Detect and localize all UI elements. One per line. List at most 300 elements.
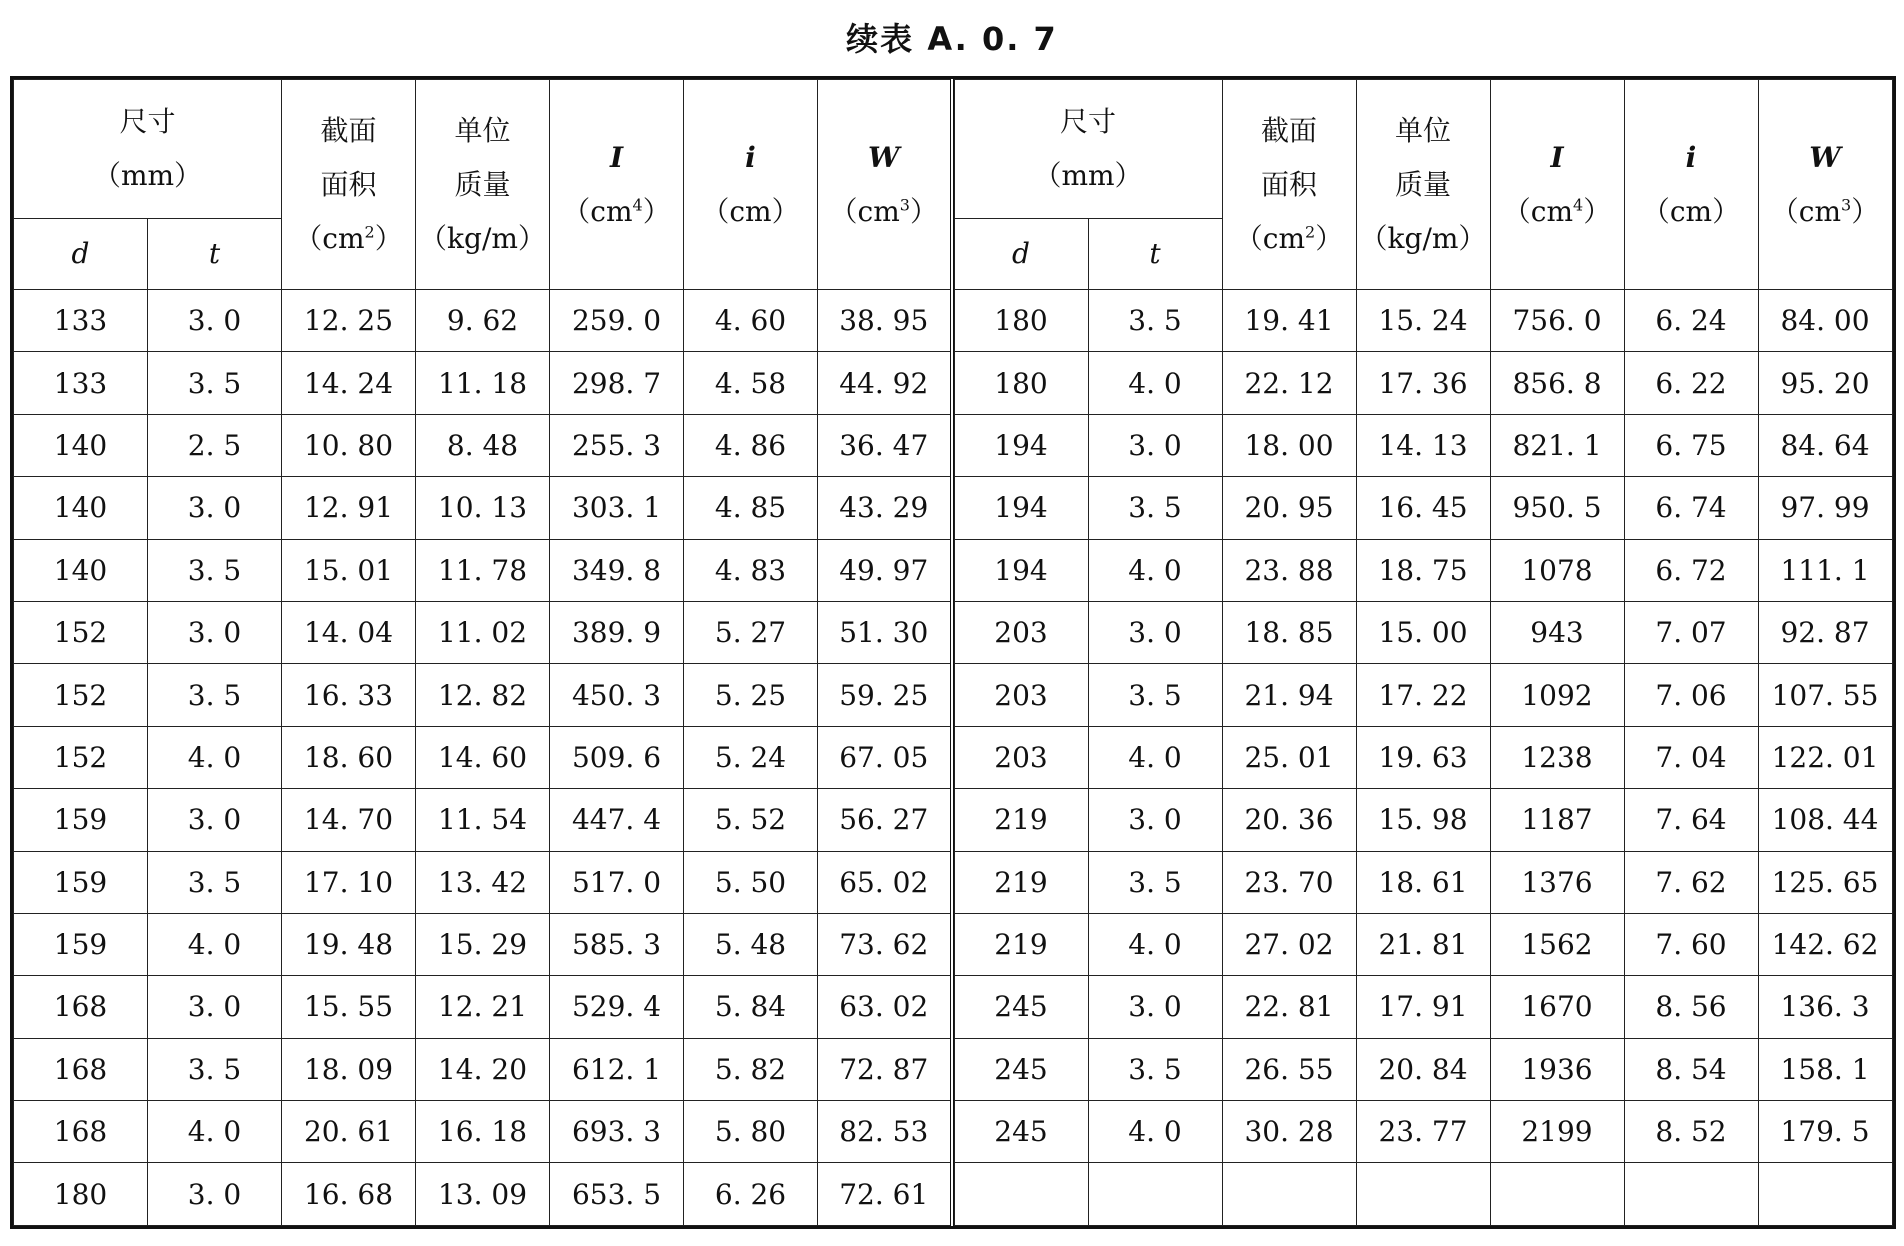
header-radius-of-gyration bbox=[1624, 80, 1758, 290]
cell-area: 14. 70 bbox=[282, 789, 416, 851]
cell-mass: 12. 82 bbox=[416, 664, 550, 726]
cell-area: 16. 33 bbox=[282, 664, 416, 726]
cell-mass: 10. 13 bbox=[416, 477, 550, 539]
cell-mass: 14. 20 bbox=[416, 1038, 550, 1100]
cell-I: 389. 9 bbox=[550, 601, 684, 663]
cell-I: 509. 6 bbox=[550, 726, 684, 788]
cell-mass: 17. 36 bbox=[1356, 352, 1490, 414]
cell-i: 4. 60 bbox=[684, 290, 818, 352]
cell-i: 7. 60 bbox=[1624, 913, 1758, 975]
cell-area: 23. 88 bbox=[1222, 539, 1356, 601]
cell-area: 18. 09 bbox=[282, 1038, 416, 1100]
cell-mass: 12. 21 bbox=[416, 976, 550, 1038]
cell-area: 14. 24 bbox=[282, 352, 416, 414]
cell-mass: 18. 61 bbox=[1356, 851, 1490, 913]
cell-W bbox=[1758, 1163, 1892, 1225]
cell-i: 5. 27 bbox=[684, 601, 818, 663]
cell-W: 108. 44 bbox=[1758, 789, 1892, 851]
cell-t: 3. 0 bbox=[148, 290, 282, 352]
cell-area: 15. 55 bbox=[282, 976, 416, 1038]
header-area-unit-base: （cm bbox=[294, 221, 365, 255]
cell-I: 821. 1 bbox=[1490, 414, 1624, 476]
cell-t: 4. 0 bbox=[1088, 913, 1222, 975]
table-row bbox=[954, 789, 1892, 851]
cell-d: 159 bbox=[14, 789, 148, 851]
cell-mass: 17. 91 bbox=[1356, 976, 1490, 1038]
cell-mass: 20. 84 bbox=[1356, 1038, 1490, 1100]
header-section-area bbox=[282, 80, 416, 290]
cell-i: 6. 26 bbox=[684, 1163, 818, 1225]
cell-t bbox=[1088, 1163, 1222, 1225]
table-row bbox=[14, 1038, 952, 1100]
table-row bbox=[954, 1163, 1892, 1225]
cell-mass: 15. 29 bbox=[416, 913, 550, 975]
cell-I: 950. 5 bbox=[1490, 477, 1624, 539]
cell-d: 245 bbox=[954, 976, 1088, 1038]
cell-t: 3. 0 bbox=[1088, 789, 1222, 851]
cell-W: 158. 1 bbox=[1758, 1038, 1892, 1100]
cell-d: 194 bbox=[954, 414, 1088, 476]
cell-i: 7. 62 bbox=[1624, 851, 1758, 913]
table-row bbox=[14, 352, 952, 414]
cell-area: 26. 55 bbox=[1222, 1038, 1356, 1100]
cell-t: 3. 5 bbox=[148, 851, 282, 913]
cell-i: 7. 07 bbox=[1624, 601, 1758, 663]
cell-W: 44. 92 bbox=[818, 352, 952, 414]
cell-area: 18. 00 bbox=[1222, 414, 1356, 476]
cell-W: 72. 61 bbox=[818, 1163, 952, 1225]
cell-I: 856. 8 bbox=[1490, 352, 1624, 414]
header-dimension-unit: （mm） bbox=[92, 159, 203, 192]
cell-mass: 23. 77 bbox=[1356, 1101, 1490, 1163]
header-mass-line1: 单位 bbox=[1394, 113, 1451, 147]
cell-d: 140 bbox=[14, 539, 148, 601]
table-row bbox=[954, 1101, 1892, 1163]
header-radius-of-gyration bbox=[684, 80, 818, 290]
cell-d: 219 bbox=[954, 851, 1088, 913]
cell-W: 73. 62 bbox=[818, 913, 952, 975]
cell-I: 529. 4 bbox=[550, 976, 684, 1038]
cell-W: 97. 99 bbox=[1758, 477, 1892, 539]
cell-area: 20. 95 bbox=[1222, 477, 1356, 539]
cell-area: 30. 28 bbox=[1222, 1101, 1356, 1163]
header-area-line1: 截面 bbox=[320, 113, 377, 147]
header-W-unit-exponent: 3 bbox=[1841, 195, 1852, 215]
cell-d: 245 bbox=[954, 1038, 1088, 1100]
cell-i: 4. 83 bbox=[684, 539, 818, 601]
cell-t: 3. 5 bbox=[1088, 1038, 1222, 1100]
cell-i: 4. 86 bbox=[684, 414, 818, 476]
cell-mass: 14. 13 bbox=[1356, 414, 1490, 476]
header-W-unit bbox=[1759, 185, 1892, 239]
cell-W: 95. 20 bbox=[1758, 352, 1892, 414]
cell-I: 693. 3 bbox=[550, 1101, 684, 1163]
cell-mass: 11. 54 bbox=[416, 789, 550, 851]
cell-area: 23. 70 bbox=[1222, 851, 1356, 913]
cell-W: 63. 02 bbox=[818, 976, 952, 1038]
header-dimension-label: 尺寸 bbox=[119, 105, 176, 138]
cell-i: 8. 52 bbox=[1624, 1101, 1758, 1163]
cell-i: 8. 54 bbox=[1624, 1038, 1758, 1100]
cell-area: 20. 36 bbox=[1222, 789, 1356, 851]
cell-d: 180 bbox=[954, 352, 1088, 414]
table-row bbox=[14, 414, 952, 476]
cell-d: 194 bbox=[954, 539, 1088, 601]
header-I-unit-base: （cm bbox=[1502, 194, 1574, 228]
header-area-unit-base: （cm bbox=[1234, 221, 1306, 255]
header-area-unit bbox=[1223, 212, 1356, 266]
header-area-unit-close: ） bbox=[1315, 221, 1344, 255]
cell-W: 82. 53 bbox=[818, 1101, 952, 1163]
header-I-unit-exponent: 4 bbox=[632, 195, 643, 215]
cell-d: 159 bbox=[14, 851, 148, 913]
cell-I: 349. 8 bbox=[550, 539, 684, 601]
cell-mass: 15. 24 bbox=[1356, 290, 1490, 352]
cell-I: 303. 1 bbox=[550, 477, 684, 539]
cell-i: 8. 56 bbox=[1624, 976, 1758, 1038]
cell-mass: 13. 42 bbox=[416, 851, 550, 913]
cell-W: 107. 55 bbox=[1758, 664, 1892, 726]
cell-i: 6. 24 bbox=[1624, 290, 1758, 352]
header-dimension bbox=[954, 80, 1222, 219]
header-diameter: d bbox=[954, 219, 1088, 290]
cell-t: 3. 0 bbox=[1088, 414, 1222, 476]
cell-i: 7. 64 bbox=[1624, 789, 1758, 851]
cell-W: 59. 25 bbox=[818, 664, 952, 726]
cell-d: 152 bbox=[14, 601, 148, 663]
cell-i: 5. 50 bbox=[684, 851, 818, 913]
tables-container bbox=[10, 76, 1896, 1229]
cell-W: 111. 1 bbox=[1758, 539, 1892, 601]
header-mass-unit: （kg/m） bbox=[419, 221, 546, 255]
cell-W: 56. 27 bbox=[818, 789, 952, 851]
cell-area: 27. 02 bbox=[1222, 913, 1356, 975]
header-mass-line2: 质量 bbox=[1394, 167, 1451, 201]
cell-I: 612. 1 bbox=[550, 1038, 684, 1100]
cell-mass: 9. 62 bbox=[416, 290, 550, 352]
steel-tube-table-left bbox=[13, 79, 954, 1226]
cell-d: 168 bbox=[14, 1101, 148, 1163]
cell-d: 140 bbox=[14, 477, 148, 539]
cell-W: 72. 87 bbox=[818, 1038, 952, 1100]
header-W-unit-base: （cm bbox=[1770, 194, 1842, 228]
cell-i: 7. 06 bbox=[1624, 664, 1758, 726]
header-W-unit-base: （cm bbox=[829, 194, 900, 228]
cell-I: 450. 3 bbox=[550, 664, 684, 726]
header-moment-of-inertia bbox=[1490, 80, 1624, 290]
cell-area: 12. 25 bbox=[282, 290, 416, 352]
header-I-unit bbox=[1491, 185, 1624, 239]
cell-I: 1936 bbox=[1490, 1038, 1624, 1100]
cell-W: 179. 5 bbox=[1758, 1101, 1892, 1163]
header-diameter: d bbox=[14, 219, 148, 290]
header-thickness: t bbox=[148, 219, 282, 290]
cell-W: 65. 02 bbox=[818, 851, 952, 913]
cell-t: 3. 5 bbox=[1088, 477, 1222, 539]
cell-d bbox=[954, 1163, 1088, 1225]
header-i-unit: （cm） bbox=[1641, 194, 1741, 228]
header-area-line2: 面积 bbox=[320, 167, 377, 201]
cell-t: 3. 5 bbox=[1088, 290, 1222, 352]
header-I-symbol: I bbox=[609, 140, 624, 174]
cell-i: 5. 80 bbox=[684, 1101, 818, 1163]
cell-I: 653. 5 bbox=[550, 1163, 684, 1225]
header-I-unit-base: （cm bbox=[562, 194, 633, 228]
cell-mass: 16. 18 bbox=[416, 1101, 550, 1163]
cell-mass: 15. 98 bbox=[1356, 789, 1490, 851]
cell-area: 18. 60 bbox=[282, 726, 416, 788]
header-i-symbol: i bbox=[745, 140, 756, 174]
cell-I: 1238 bbox=[1490, 726, 1624, 788]
header-W-unit bbox=[818, 185, 950, 239]
steel-tube-table-right bbox=[954, 79, 1893, 1226]
cell-area: 14. 04 bbox=[282, 601, 416, 663]
cell-d: 194 bbox=[954, 477, 1088, 539]
cell-d: 168 bbox=[14, 1038, 148, 1100]
cell-area: 16. 68 bbox=[282, 1163, 416, 1225]
cell-I: 447. 4 bbox=[550, 789, 684, 851]
header-I-unit bbox=[550, 185, 683, 239]
cell-d: 140 bbox=[14, 414, 148, 476]
table-row bbox=[954, 290, 1892, 352]
header-section-area bbox=[1222, 80, 1356, 290]
header-I-unit-exponent: 4 bbox=[1573, 195, 1584, 215]
header-mass-line1: 单位 bbox=[454, 113, 511, 147]
header-thickness: t bbox=[1088, 219, 1222, 290]
cell-d: 159 bbox=[14, 913, 148, 975]
table-row bbox=[954, 601, 1892, 663]
cell-t: 3. 5 bbox=[148, 352, 282, 414]
cell-area: 22. 81 bbox=[1222, 976, 1356, 1038]
cell-area: 20. 61 bbox=[282, 1101, 416, 1163]
cell-t: 3. 5 bbox=[148, 1038, 282, 1100]
cell-t: 3. 5 bbox=[148, 539, 282, 601]
cell-I: 259. 0 bbox=[550, 290, 684, 352]
cell-mass: 19. 63 bbox=[1356, 726, 1490, 788]
cell-t: 4. 0 bbox=[148, 1101, 282, 1163]
cell-area: 10. 80 bbox=[282, 414, 416, 476]
table-row bbox=[954, 414, 1892, 476]
cell-area: 12. 91 bbox=[282, 477, 416, 539]
cell-W: 51. 30 bbox=[818, 601, 952, 663]
cell-W: 84. 00 bbox=[1758, 290, 1892, 352]
cell-i: 6. 75 bbox=[1624, 414, 1758, 476]
cell-d: 152 bbox=[14, 726, 148, 788]
cell-area: 22. 12 bbox=[1222, 352, 1356, 414]
cell-i: 5. 24 bbox=[684, 726, 818, 788]
table-row bbox=[954, 352, 1892, 414]
cell-W: 84. 64 bbox=[1758, 414, 1892, 476]
header-dimension-label: 尺寸 bbox=[1059, 105, 1116, 138]
header-W-symbol: W bbox=[1809, 140, 1841, 174]
cell-I: 756. 0 bbox=[1490, 290, 1624, 352]
cell-d: 168 bbox=[14, 976, 148, 1038]
cell-d: 133 bbox=[14, 290, 148, 352]
header-I-unit-close: ） bbox=[642, 194, 671, 228]
header-mass-line2: 质量 bbox=[454, 167, 511, 201]
cell-mass: 18. 75 bbox=[1356, 539, 1490, 601]
cell-area: 21. 94 bbox=[1222, 664, 1356, 726]
table-row bbox=[14, 913, 952, 975]
header-mass-unit: （kg/m） bbox=[1359, 221, 1487, 255]
header-area-unit-exponent: 2 bbox=[364, 222, 375, 242]
header-W-unit-exponent: 3 bbox=[899, 195, 910, 215]
cell-mass: 14. 60 bbox=[416, 726, 550, 788]
table-row bbox=[14, 477, 952, 539]
cell-t: 4. 0 bbox=[1088, 539, 1222, 601]
table-row bbox=[954, 539, 1892, 601]
cell-d: 133 bbox=[14, 352, 148, 414]
table-row bbox=[954, 664, 1892, 726]
cell-W: 36. 47 bbox=[818, 414, 952, 476]
cell-mass: 15. 00 bbox=[1356, 601, 1490, 663]
table-row bbox=[954, 976, 1892, 1038]
cell-W: 92. 87 bbox=[1758, 601, 1892, 663]
header-area-unit bbox=[282, 212, 415, 266]
cell-t: 4. 0 bbox=[1088, 1101, 1222, 1163]
cell-area: 18. 85 bbox=[1222, 601, 1356, 663]
table-row bbox=[954, 913, 1892, 975]
table-row bbox=[14, 726, 952, 788]
cell-d: 203 bbox=[954, 664, 1088, 726]
table-row bbox=[14, 1163, 952, 1225]
cell-W: 49. 97 bbox=[818, 539, 952, 601]
cell-mass: 11. 78 bbox=[416, 539, 550, 601]
table-row bbox=[954, 1038, 1892, 1100]
cell-i: 4. 85 bbox=[684, 477, 818, 539]
header-area-unit-close: ） bbox=[374, 221, 403, 255]
table-row bbox=[14, 789, 952, 851]
table-row bbox=[14, 1101, 952, 1163]
cell-i: 5. 52 bbox=[684, 789, 818, 851]
table-row bbox=[954, 726, 1892, 788]
cell-W: 38. 95 bbox=[818, 290, 952, 352]
cell-d: 203 bbox=[954, 726, 1088, 788]
cell-i: 6. 74 bbox=[1624, 477, 1758, 539]
cell-i: 5. 25 bbox=[684, 664, 818, 726]
table-row bbox=[14, 664, 952, 726]
cell-area: 15. 01 bbox=[282, 539, 416, 601]
header-W-symbol: W bbox=[868, 140, 900, 174]
cell-d: 245 bbox=[954, 1101, 1088, 1163]
cell-W: 43. 29 bbox=[818, 477, 952, 539]
cell-d: 219 bbox=[954, 789, 1088, 851]
cell-W: 136. 3 bbox=[1758, 976, 1892, 1038]
cell-d: 152 bbox=[14, 664, 148, 726]
cell-W: 142. 62 bbox=[1758, 913, 1892, 975]
cell-I: 517. 0 bbox=[550, 851, 684, 913]
cell-I: 943 bbox=[1490, 601, 1624, 663]
cell-i: 5. 82 bbox=[684, 1038, 818, 1100]
cell-i: 4. 58 bbox=[684, 352, 818, 414]
cell-t: 3. 5 bbox=[1088, 851, 1222, 913]
table-row bbox=[954, 477, 1892, 539]
cell-t: 3. 0 bbox=[148, 477, 282, 539]
cell-area: 17. 10 bbox=[282, 851, 416, 913]
cell-t: 3. 0 bbox=[148, 601, 282, 663]
header-area-unit-exponent: 2 bbox=[1305, 222, 1316, 242]
header-I-symbol: I bbox=[1550, 140, 1564, 174]
cell-t: 3. 0 bbox=[1088, 601, 1222, 663]
cell-I: 1092 bbox=[1490, 664, 1624, 726]
cell-I bbox=[1490, 1163, 1624, 1225]
cell-d: 203 bbox=[954, 601, 1088, 663]
cell-mass: 11. 02 bbox=[416, 601, 550, 663]
header-W-unit-close: ） bbox=[1851, 194, 1880, 228]
header-area-line2: 面积 bbox=[1260, 167, 1317, 201]
cell-t: 4. 0 bbox=[1088, 352, 1222, 414]
cell-area: 25. 01 bbox=[1222, 726, 1356, 788]
cell-i: 7. 04 bbox=[1624, 726, 1758, 788]
cell-t: 3. 5 bbox=[1088, 664, 1222, 726]
cell-I: 255. 3 bbox=[550, 414, 684, 476]
header-section-modulus bbox=[1758, 80, 1892, 290]
cell-mass: 8. 48 bbox=[416, 414, 550, 476]
cell-t: 4. 0 bbox=[148, 913, 282, 975]
table-row bbox=[14, 601, 952, 663]
header-i-unit: （cm） bbox=[701, 194, 800, 228]
cell-I: 1670 bbox=[1490, 976, 1624, 1038]
cell-d: 219 bbox=[954, 913, 1088, 975]
cell-t: 2. 5 bbox=[148, 414, 282, 476]
header-I-unit-close: ） bbox=[1583, 194, 1612, 228]
cell-t: 3. 0 bbox=[148, 976, 282, 1038]
cell-area: 19. 48 bbox=[282, 913, 416, 975]
table-row bbox=[14, 539, 952, 601]
cell-area: 19. 41 bbox=[1222, 290, 1356, 352]
cell-t: 3. 0 bbox=[148, 1163, 282, 1225]
cell-mass: 13. 09 bbox=[416, 1163, 550, 1225]
cell-I: 585. 3 bbox=[550, 913, 684, 975]
cell-t: 3. 0 bbox=[1088, 976, 1222, 1038]
cell-t: 3. 0 bbox=[148, 789, 282, 851]
cell-W: 122. 01 bbox=[1758, 726, 1892, 788]
header-unit-mass bbox=[1356, 80, 1490, 290]
header-dimension-unit: （mm） bbox=[1033, 159, 1143, 192]
cell-mass bbox=[1356, 1163, 1490, 1225]
cell-mass: 11. 18 bbox=[416, 352, 550, 414]
header-moment-of-inertia bbox=[550, 80, 684, 290]
header-dimension bbox=[14, 80, 282, 219]
cell-mass: 16. 45 bbox=[1356, 477, 1490, 539]
cell-I: 1376 bbox=[1490, 851, 1624, 913]
header-area-line1: 截面 bbox=[1260, 113, 1317, 147]
cell-t: 4. 0 bbox=[1088, 726, 1222, 788]
table-row bbox=[14, 290, 952, 352]
header-unit-mass bbox=[416, 80, 550, 290]
cell-t: 4. 0 bbox=[148, 726, 282, 788]
cell-mass: 17. 22 bbox=[1356, 664, 1490, 726]
cell-W: 67. 05 bbox=[818, 726, 952, 788]
cell-mass: 21. 81 bbox=[1356, 913, 1490, 975]
cell-i: 6. 72 bbox=[1624, 539, 1758, 601]
header-W-unit-close: ） bbox=[909, 194, 938, 228]
header-section-modulus bbox=[818, 80, 952, 290]
cell-I: 2199 bbox=[1490, 1101, 1624, 1163]
cell-i: 6. 22 bbox=[1624, 352, 1758, 414]
cell-i: 5. 84 bbox=[684, 976, 818, 1038]
table-row bbox=[14, 976, 952, 1038]
cell-I: 298. 7 bbox=[550, 352, 684, 414]
cell-area bbox=[1222, 1163, 1356, 1225]
cell-I: 1187 bbox=[1490, 789, 1624, 851]
cell-d: 180 bbox=[14, 1163, 148, 1225]
table-title: 续表 A. 0. 7 bbox=[846, 20, 1058, 58]
table-row bbox=[954, 851, 1892, 913]
header-i-symbol: i bbox=[1685, 140, 1697, 174]
cell-d: 180 bbox=[954, 290, 1088, 352]
cell-i: 5. 48 bbox=[684, 913, 818, 975]
